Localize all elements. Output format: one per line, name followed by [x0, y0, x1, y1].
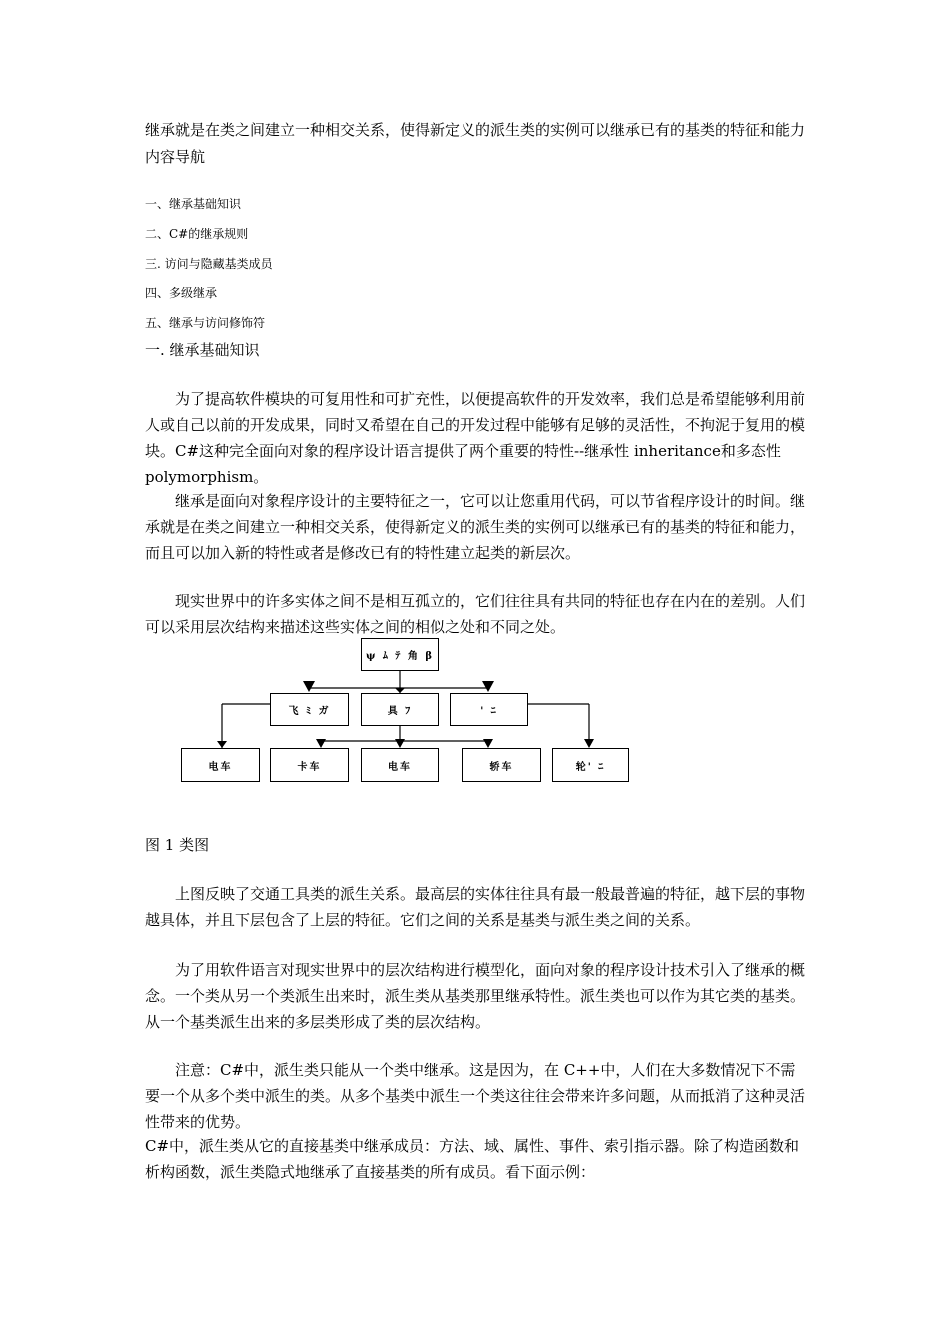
diagram-root-box: ψ ﾑ ﾃ 角 β — [361, 638, 439, 671]
toc-item-2[interactable]: 二、C#的继承规则 — [145, 227, 249, 241]
diagram-level2-box-2: 卡车 — [270, 748, 349, 782]
intro-line-1: 继承就是在类之间建立一种相交关系，使得新定义的派生类的实例可以继承已有的基类的特征和能力 — [145, 121, 806, 139]
paragraph-members: C#中，派生类从它的直接基类中继承成员：方法、域、属性、事件、索引指示器。除了构造函数和析构函数，派生类隐式地继承了直接基类的所有成员。看下面示例： — [145, 1137, 800, 1181]
diagram-level2-box-4: 轿车 — [462, 748, 541, 782]
diagram-level2-box-1: 电车 — [181, 748, 260, 782]
figure-caption: 图 1 类图 — [145, 836, 210, 854]
diagram-level2-box-5: 轮' ﾆ — [552, 748, 629, 782]
paragraph-figure-description: 上图反映了交通工具类的派生关系。最高层的实体往往具有最一般最普遍的特征，越下层的事物越具体，并且下层包含了上层的特征。它们之间的关系是基类与派生类之间的关系。 — [145, 885, 806, 929]
toc-item-1[interactable]: 一、继承基础知识 — [145, 197, 242, 211]
intro-line-2: 内容导航 — [145, 148, 206, 166]
section-heading: 一. 继承基础知识 — [145, 341, 260, 359]
diagram-level1-box-1: 飞 ﾐ ガ — [270, 693, 349, 726]
paragraph-modeling: 为了用软件语言对现实世界中的层次结构进行模型化，面向对象的程序设计技术引入了继承的概念。一个类从另一个类派生出来时，派生类从基类那里继承特性。派生类也可以作为其它类的基类。从一个基类派生出来的多层类形成了类的层次结构。 — [145, 961, 806, 1031]
diagram-level2-box-3: 电车 — [361, 748, 439, 782]
toc-item-5[interactable]: 五、继承与访问修饰符 — [145, 316, 266, 330]
paragraph-reuse: 为了提高软件模块的可复用性和可扩充性，以便提高软件的开发效率，我们总是希望能够利用前人或自己以前的开发成果，同时又希望在自己的开发过程中能够有足够的灵活性，不拘泥于复用的模块。C#这种完全面向对象的程序设计语言提供了两个重要的特性--继承性 inheritance和多态性 polymorphism。 — [145, 390, 806, 486]
diagram-level1-box-2: 具 ﾌ — [361, 693, 439, 726]
diagram-level1-box-3: ' ﾆ — [450, 693, 528, 726]
paragraph-inheritance: 继承是面向对象程序设计的主要特征之一，它可以让您重用代码，可以节省程序设计的时间。继承就是在类之间建立一种相交关系，使得新定义的派生类的实例可以继承已有的基类的特征和能力，而且可以加入新的特性或者是修改已有的特性建立起类的新层次。 — [145, 492, 806, 562]
toc-item-3[interactable]: 三. 访问与隐藏基类成员 — [145, 257, 273, 271]
paragraph-note: 注意：C#中，派生类只能从一个类中继承。这是因为，在 C++中，人们在大多数情况下不需要一个从多个类中派生的类。从多个基类中派生一个类这往往会带来许多问题，从而抵消了这种灵活性带来的优势。 — [145, 1061, 806, 1131]
paragraph-hierarchy: 现实世界中的许多实体之间不是相互孤立的，它们往往具有共同的特征也存在内在的差别。人们可以采用层次结构来描述这些实体之间的相似之处和不同之处。 — [145, 592, 806, 636]
toc-item-4[interactable]: 四、多级继承 — [145, 286, 218, 300]
